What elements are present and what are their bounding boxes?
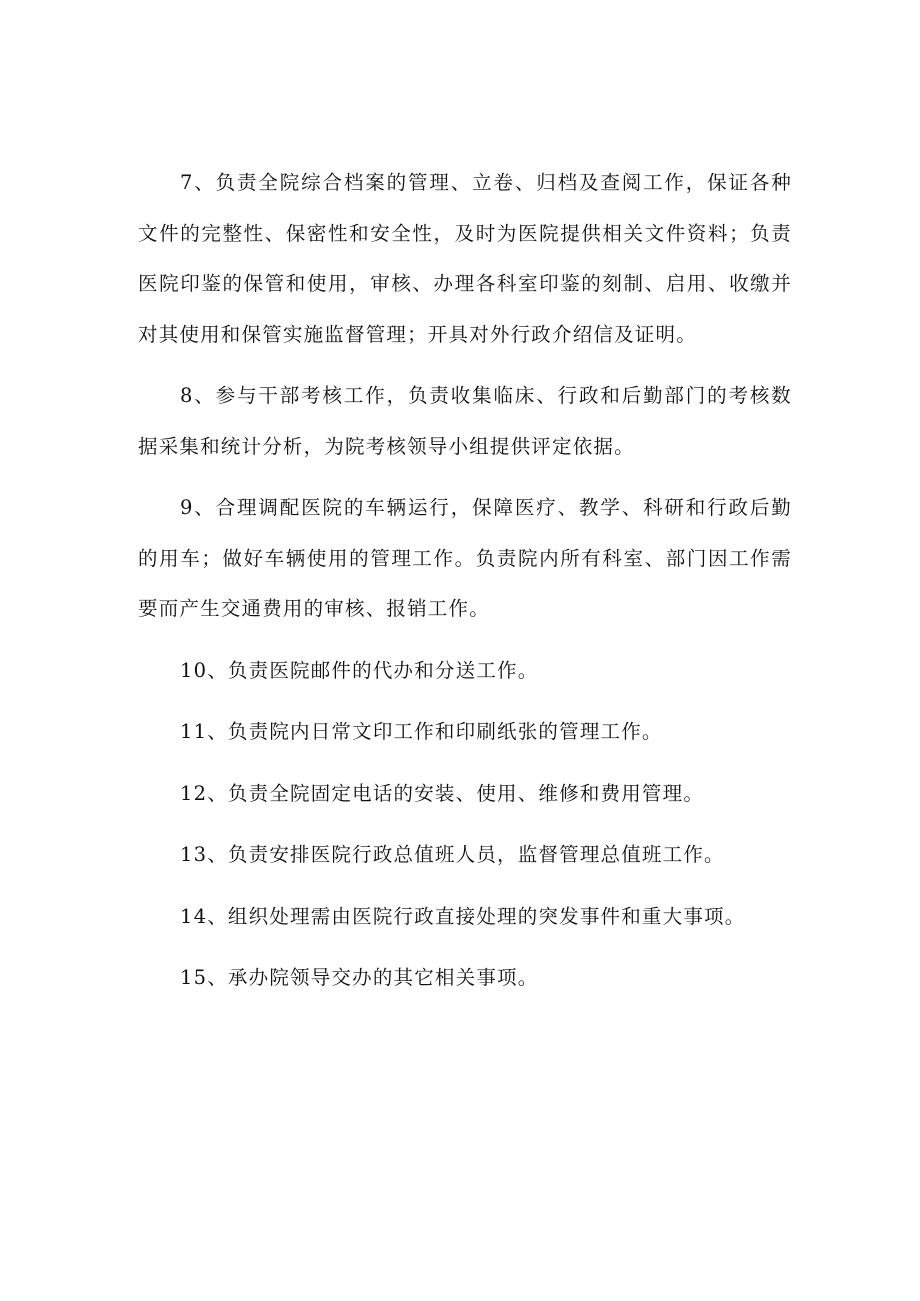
paragraph-item-7: 7、负责全院综合档案的管理、立卷、归档及查阅工作，保证各种文件的完整性、保密性和安全性，及时为医院提供相关文件资料；负责医院印鉴的保管和使用，审核、办理各科室印鉴的刻制、启用、收缴并对其使用和保管实施监督管理；开具对外行政介绍信及证明。	[138, 171, 792, 346]
paragraph-item-10: 10、负责医院邮件的代办和分送工作。	[180, 658, 539, 682]
paragraph-item-13: 13、负责安排医院行政总值班人员，监督管理总值班工作。	[180, 843, 725, 866]
paragraph-item-11: 11、负责院内日常文印工作和印刷纸张的管理工作。	[180, 720, 663, 743]
paragraph-item-9: 9、合理调配医院的车辆运行，保障医疗、教学、科研和行政后勤的用车；做好车辆使用的管理工作。负责院内所有科室、部门因工作需要而产生交通费用的审核、报销工作。	[138, 496, 792, 620]
document-body	[138, 158, 792, 1015]
paragraph-item-15: 15、承办院领导交办的其它相关事项。	[180, 966, 539, 989]
paragraph-item-8: 8、参与干部考核工作，负责收集临床、行政和后勤部门的考核数据采集和统计分析，为院考核领导小组提供评定依据。	[138, 384, 792, 458]
paragraph-item-14: 14、组织处理需由医院行政直接处理的突发事件和重大事项。	[180, 904, 746, 928]
paragraph-item-12: 12、负责全院固定电话的安装、使用、维修和费用管理。	[180, 781, 705, 805]
